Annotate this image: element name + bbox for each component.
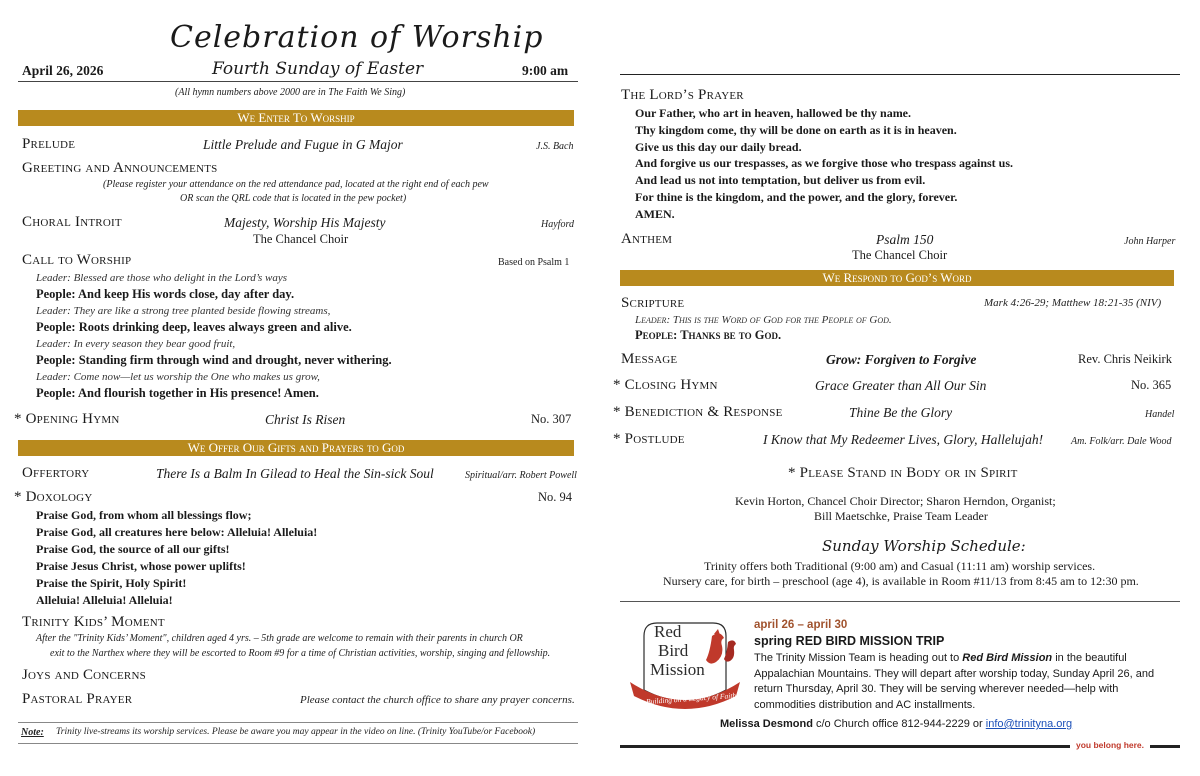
kids-note-2: exit to the Narthex where they will be escorted to Room #9 for a time of Christian activities, worship, singing and fellowship. xyxy=(50,648,551,659)
introit-performer: The Chancel Choir xyxy=(253,232,349,246)
leader-line: Leader: Blessed are those who delight in the Lord’s ways xyxy=(36,272,288,284)
mission-body-line-2: Appalachian Mountains. They will depart after worship today, Sunday April 26, and xyxy=(754,667,1155,680)
footer-rule-end xyxy=(1150,745,1180,748)
mission-body-line-1: The Trinity Mission Team is heading out to Red Bird Mission in the beautiful xyxy=(754,652,1127,664)
lords-prayer-line: And forgive us our trespasses, as we forgive those who trespass against us. xyxy=(635,156,1014,171)
liturgical-sunday: Fourth Sunday of Easter xyxy=(212,59,424,79)
message-title: Grow: Forgiven to Forgive xyxy=(826,352,977,367)
schedule-title: Sunday Worship Schedule: xyxy=(822,537,1026,555)
kids-label: Trinity Kids’ Moment xyxy=(22,614,165,630)
mission-top-rule xyxy=(620,601,1180,602)
kids-note-1: After the "Trinity Kids’ Moment", children aged 4 yrs. – 5th grade are welcome to remain with their parents in church OR xyxy=(36,633,523,644)
people-line: People: Roots drinking deep, leaves always green and alive. xyxy=(36,320,352,334)
scripture-people: People: Thanks be to God. xyxy=(635,328,782,342)
postlude-title: I Know that My Redeemer Lives, Glory, Hallelujah! xyxy=(763,432,1044,447)
band-enter: We Enter To Worship xyxy=(18,110,574,126)
call-credit: Based on Psalm 1 xyxy=(498,257,570,268)
header-rule xyxy=(18,81,578,82)
mission-body-line-4: commodities distribution and AC installments. xyxy=(754,698,976,711)
bulletin-title: Celebration of Worship xyxy=(170,20,544,55)
mission-headline: spring RED BIRD MISSION TRIP xyxy=(754,634,945,648)
doxology-line: Praise Jesus Christ, whose power uplifts! xyxy=(36,559,246,573)
logo-ribbon-text: Building on a Legacy of Faith xyxy=(645,690,737,707)
scripture-leader: Leader: This is the Word of God for the People of God. xyxy=(635,314,892,326)
lords-prayer-line: AMEN. xyxy=(635,206,675,221)
doxology-line: Praise the Spirit, Holy Spirit! xyxy=(36,576,187,590)
pastoral-label: Pastoral Prayer xyxy=(22,691,133,707)
staff-line-2: Bill Maetschke, Praise Team Leader xyxy=(814,509,988,523)
doxology-lyrics xyxy=(36,507,576,609)
leader-line: Leader: Come now—let us worship the One who makes us grow, xyxy=(36,371,320,383)
lords-prayer-line: Give us this day our daily bread. xyxy=(635,139,802,154)
doxology-line: Praise God, all creatures here below: Alleluia! Alleluia! xyxy=(36,525,318,539)
footer-rule xyxy=(620,745,1070,748)
band-respond: We Respond to God’s Word xyxy=(620,270,1174,286)
scripture-label: Scripture xyxy=(621,295,685,311)
anthem-credit: John Harper xyxy=(1124,236,1176,247)
offertory-credit: Spiritual/arr. Robert Powell xyxy=(465,470,577,481)
anthem-title: Psalm 150 xyxy=(876,232,934,247)
schedule-line-2: Nursery care, for birth – preschool (age 4), is available in Room #11/13 from 8:45 am to 12:30 pm. xyxy=(663,574,1139,588)
livestream-note xyxy=(18,722,578,744)
mission-body xyxy=(754,651,1184,713)
stand-note: * Please Stand in Body or in Spirit xyxy=(788,465,1018,481)
anthem-performer: The Chancel Choir xyxy=(852,248,948,262)
service-date: April 26, 2026 xyxy=(22,63,104,78)
contact-name: Melissa Desmond xyxy=(720,718,813,730)
leader-line: Leader: They are like a strong tree planted beside flowing streams, xyxy=(36,305,331,317)
closing-hymn-number: No. 365 xyxy=(1131,378,1172,392)
hymn-note: (All hymn numbers above 2000 are in The Faith We Sing) xyxy=(175,87,406,98)
doxology-line: Praise God, from whom all blessings flow; xyxy=(36,508,252,522)
closing-hymn-label: * Closing Hymn xyxy=(613,377,718,393)
joys-label: Joys and Concerns xyxy=(22,667,146,683)
benediction-credit: Handel xyxy=(1145,409,1175,420)
offertory-label: Offertory xyxy=(22,465,90,481)
introit-credit: Hayford xyxy=(541,219,574,230)
mission-contact: Melissa Desmond c/o Church office 812-944-2229 or info@trinityna.org xyxy=(720,718,1073,730)
greeting-label: Greeting and Announcements xyxy=(22,160,218,176)
lords-prayer-line: Our Father, who art in heaven, hallowed be thy name. xyxy=(635,106,912,120)
opening-hymn-label: * Opening Hymn xyxy=(14,411,120,427)
doxology-line: Praise God, the source of all our gifts! xyxy=(36,542,230,556)
people-line: People: And keep His words close, day after day. xyxy=(36,287,295,301)
benediction-title: Thine Be the Glory xyxy=(849,405,953,420)
doxology-line: Alleluia! Alleluia! Alleluia! xyxy=(36,593,173,607)
prelude-title: Little Prelude and Fugue in G Major xyxy=(203,137,403,152)
lords-prayer-text xyxy=(635,105,1175,223)
scripture-refs: Mark 4:26-29; Matthew 18:21-35 (NIV) xyxy=(984,297,1162,309)
opening-hymn-title: Christ Is Risen xyxy=(265,412,346,427)
pastoral-note: Please contact the church office to share any prayer concerns. xyxy=(300,694,575,706)
prelude-credit: J.S. Bach xyxy=(536,141,574,152)
livestream-note-text: Trinity live-streams its worship services. Please be aware you may appear in the video on line. (Trinity YouTube/or Facebook) xyxy=(56,727,536,737)
introit-title: Majesty, Worship His Majesty xyxy=(224,215,386,230)
message-preacher: Rev. Chris Neikirk xyxy=(1078,352,1172,366)
call-label: Call to Worship xyxy=(22,252,132,268)
doxology-number: No. 94 xyxy=(538,490,573,504)
message-label: Message xyxy=(621,351,678,367)
offertory-title: There Is a Balm In Gilead to Heal the Sin-sick Soul xyxy=(156,466,434,481)
red-bird-mission-logo xyxy=(624,618,746,714)
postlude-label: * Postlude xyxy=(613,431,685,447)
greeting-note-2: OR scan the QRL code that is located in the pew pocket) xyxy=(180,193,407,204)
prelude-label: Prelude xyxy=(22,136,76,152)
lords-prayer-line: For thine is the kingdom, and the power, and the glory, forever. xyxy=(635,189,958,204)
introit-label: Choral Introit xyxy=(22,214,122,230)
call-responsive-reading xyxy=(36,270,576,402)
right-top-rule xyxy=(620,74,1180,75)
staff-line-1: Kevin Horton, Chancel Choir Director; Sharon Herndon, Organist; xyxy=(735,494,1056,508)
doxology-label: * Doxology xyxy=(14,489,93,505)
closing-hymn-title: Grace Greater than All Our Sin xyxy=(815,378,987,393)
anthem-label: Anthem xyxy=(621,231,673,247)
contact-email-link[interactable]: info@trinityna.org xyxy=(985,718,1073,730)
logo-word-bird: Bird xyxy=(658,641,689,660)
lords-prayer-line: Thy kingdom come, thy will be done on earth as it is in heaven. xyxy=(635,122,957,137)
opening-hymn-number: No. 307 xyxy=(531,412,572,426)
people-line: People: And flourish together in His presence! Amen. xyxy=(36,386,319,400)
mission-body-line-3: return Thursday, April 30. They will be serving wherever needed—help with xyxy=(754,683,1119,695)
lords-prayer-label: The Lord’s Prayer xyxy=(621,87,744,103)
leader-line: Leader: In every season they bear good fruit, xyxy=(36,338,236,350)
lords-prayer-line: And lead us not into temptation, but deliver us from evil. xyxy=(635,173,926,188)
logo-word-mission: Mission xyxy=(650,660,705,679)
logo-word-red: Red xyxy=(654,622,682,641)
service-time: 9:00 am xyxy=(522,63,569,78)
people-line: People: Standing firm through wind and drought, never withering. xyxy=(36,353,392,367)
tagline: you belong here. xyxy=(1076,740,1145,750)
band-offer: We Offer Our Gifts and Prayers to God xyxy=(18,440,574,456)
benediction-label: * Benediction & Response xyxy=(613,404,783,420)
postlude-credit: Am. Folk/arr. Dale Wood xyxy=(1071,436,1172,447)
livestream-note-prefix: Note: xyxy=(21,727,44,738)
schedule-line-1: Trinity offers both Traditional (9:00 am) and Casual (11:11 am) worship services. xyxy=(704,559,1096,573)
greeting-note-1: (Please register your attendance on the red attendance pad, located at the right end of each pew xyxy=(103,179,489,190)
mission-dates: april 26 – april 30 xyxy=(754,619,848,631)
